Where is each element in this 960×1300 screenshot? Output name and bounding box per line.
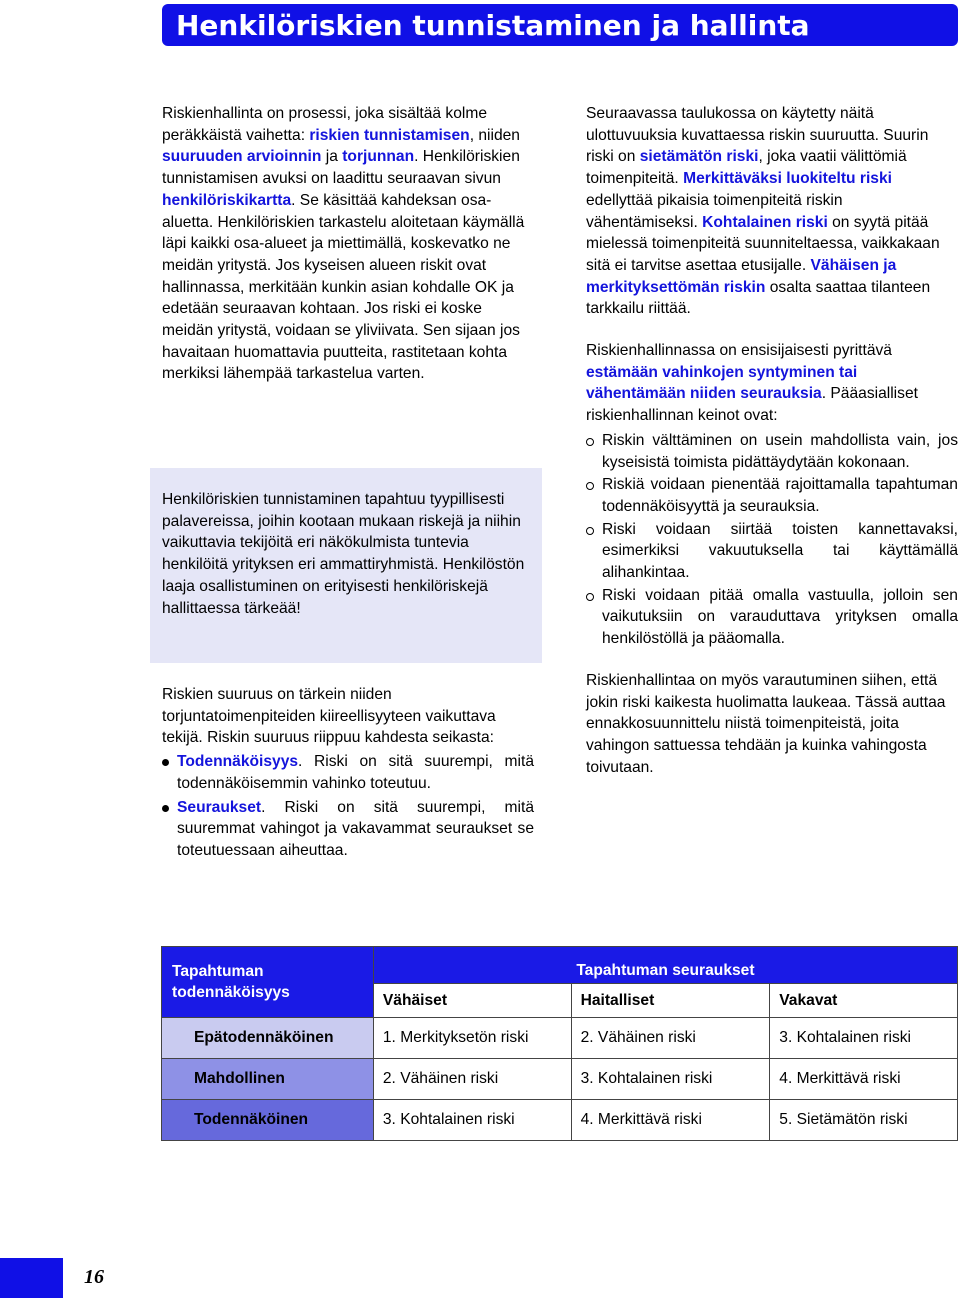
highlight-term: henkilöriskikartta: [162, 191, 292, 209]
column-header: Vähäiset: [373, 984, 571, 1018]
page-number: 16: [84, 1266, 104, 1288]
highlight-term: Vähäisen ja merkityksettömän riskin: [586, 256, 897, 296]
list-item: Riskin välttäminen on usein mahdollista vain, jos kyseisistä toimista pidättäydytään kokonaan.: [586, 430, 958, 473]
row-header: Todennäköinen: [162, 1100, 374, 1141]
list-item: Todennäköisyys. Riski on sitä suurempi, mitä todennäköisemmin vahinko toteutuu.: [162, 751, 534, 794]
intro-paragraph: Riskienhallinta on prosessi, joka sisältää kolme peräkkäistä vaihetta: riskien tunnistamisen, niiden suuruuden arvioinnin ja torjunnan. Henkilöriskien tunnistamisen avuksi on laadittu seuraavan sivun henkilöriskikartta. Se käsittää kahdeksan osa-aluetta. Henkilöriskien tarkastelu aloitetaan käymällä läpi kaikki osa-alueet ja miettimällä, koskevatko ne meidän yritystä. Jos kyseisen alueen riskit ovat hallinnassa, merkitään kunkin asian kohdalle OK ja edetään seuraavan kohtaan. Jos riski ei koske meidän yritystä, voidaan se yliviivata. Sen sijaan jos havaitaan huomattavia puutteita, rastitetaan kohta merkiksi lähempää tarkastelua varten.: [162, 105, 525, 383]
page-title: Henkilöriskien tunnistaminen ja hallinta: [162, 4, 958, 46]
highlight-term: estämään vahinkojen syntyminen tai vähentämään niiden seurauksia: [586, 363, 858, 403]
table-cell: 3. Kohtalainen riski: [373, 1100, 571, 1141]
table-cell: 5. Sietämätön riski: [770, 1100, 958, 1141]
risk-size-paragraph: Riskien suuruus on tärkein niiden torjuntatoimenpiteiden kiireellisyyteen vaikuttava tekijä. Riskin suuruus riippuu kahdesta seikasta:: [162, 686, 496, 747]
consequences-header: Tapahtuman seuraukset: [373, 947, 957, 984]
column-header: Haitalliset: [571, 984, 770, 1018]
bullet-icon: [586, 593, 594, 601]
table-cell: 4. Merkittävä riski: [770, 1059, 958, 1100]
highlight-term: Merkittäväksi luokiteltu riski: [683, 170, 892, 188]
management-means-list: [586, 430, 958, 650]
table-row: [162, 1059, 958, 1100]
table-cell: 1. Merkityksetön riski: [373, 1018, 571, 1059]
highlight-term: Kohtalainen riski: [702, 213, 828, 231]
table-cell: 3. Kohtalainen riski: [770, 1018, 958, 1059]
highlight-term: Todennäköisyys: [177, 753, 299, 771]
callout-box: [150, 468, 542, 663]
highlight-term: Seuraukset: [177, 798, 262, 816]
table-cell: 2. Vähäinen riski: [571, 1018, 770, 1059]
highlight-term: riskien tunnistamisen: [309, 126, 470, 144]
bullet-icon: [586, 438, 594, 446]
bullet-icon: [586, 482, 594, 490]
table-row: [162, 1100, 958, 1141]
table-cell: 2. Vähäinen riski: [373, 1059, 571, 1100]
bullet-icon: [162, 805, 169, 812]
risk-factor-list: [162, 751, 534, 862]
page-number-tab: [0, 1258, 63, 1298]
callout-text: Henkilöriskien tunnistaminen tapahtuu tyypillisesti palavereissa, joihin kootaan mukaan riskejä ja niihin vaikuttavia tekijöitä eri näkökulmista tuntevia henkilöitä yrityksen eri ammattiryhmistä. Henkilöstön laaja osallistuminen on erityisesti henkilöriskejä hallittaessa tärkeää!: [162, 491, 525, 617]
row-header: Epätodennäköinen: [162, 1018, 374, 1059]
right-column: [586, 103, 958, 778]
table-intro-paragraph: Seuraavassa taulukossa on käytetty näitä ulottuvuuksia kuvattaessa riskin suuruutta. Suurin riski on sietämätön riski, joka vaatii välittömiä toimenpiteitä. Merkittäväksi luokiteltu riski edellyttää pikaisia toimenpiteitä riskin vähentämiseksi. Kohtalainen riski on syytä pitää mielessä toimenpiteitä suunniteltaessa, vaikkakaan sitä ei tarvitse asettaa etusijalle. Vähäisen ja merkityksettömän riskin osalta saattaa tilanteen tarkkailu riittää.: [586, 105, 940, 318]
bullet-icon: [162, 759, 169, 766]
table-corner-header: Tapahtuman todennäköisyys: [162, 947, 374, 1018]
left-column: [162, 103, 534, 385]
bullet-icon: [586, 527, 594, 535]
risk-size-section: [162, 684, 534, 862]
table-row: [162, 1018, 958, 1059]
list-item: Riski voidaan pitää omalla vastuulla, jolloin sen vaikutuksiin on varauduttava yrityksen omalla henkilöstöllä ja pääomalla.: [586, 585, 958, 650]
row-header: Mahdollinen: [162, 1059, 374, 1100]
management-paragraph: Riskienhallinnassa on ensisijaisesti pyrittävä estämään vahinkojen syntyminen tai vähentämään niiden seurauksia. Pääasialliset riskienhallinnan keinot ovat:: [586, 342, 918, 425]
preparedness-paragraph: Riskienhallintaa on myös varautuminen siihen, että jokin riski kaikesta huolimatta laukeaa. Tässä auttaa ennakkosuunnittelu niistä toimenpiteistä, joita vahingon sattuessa tehdään ja kuinka vahingosta toivutaan.: [586, 671, 946, 776]
table-cell: 3. Kohtalainen riski: [571, 1059, 770, 1100]
list-item: Riskiä voidaan pienentää rajoittamalla tapahtuman todennäköisyyttä ja seurauksia.: [586, 474, 958, 517]
highlight-term: suuruuden arvioinnin: [162, 148, 322, 166]
highlight-term: sietämätön riski: [639, 148, 759, 166]
column-header: Vakavat: [770, 984, 958, 1018]
list-item: Seuraukset. Riski on sitä suurempi, mitä suuremmat vahingot ja vakavammat seuraukset se toteutuessaan aiheuttaa.: [162, 797, 534, 862]
highlight-term: torjunnan: [342, 148, 415, 166]
risk-matrix-table: [161, 946, 958, 1141]
list-item: Riski voidaan siirtää toisten kannettavaksi, esimerkiksi vakuutuksella tai käyttämällä alihankintaa.: [586, 519, 958, 584]
table-cell: 4. Merkittävä riski: [571, 1100, 770, 1141]
